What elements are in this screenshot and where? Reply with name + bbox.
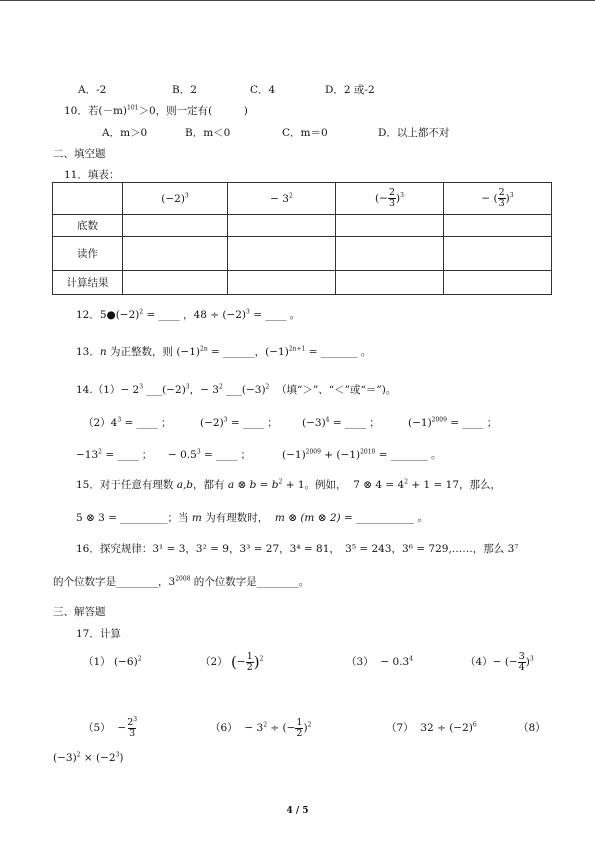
- q15-line-2: 5 ⊗ 3 = _________；当 m 为有理数时， m ⊗ (m ⊗ 2) = ___________ 。: [76, 512, 428, 524]
- q11-label: 11．填表：: [64, 169, 120, 181]
- q17-item-5: （5） − $\frac{2^3}{3}$: [83, 715, 138, 739]
- q9-option-a: A．-2: [78, 84, 107, 96]
- q17-item-3: $(3) - 0.3^4$: [346, 655, 414, 668]
- q17-item-4: （4）− (− $\frac{3}{4}$ )$^3$: [465, 650, 534, 673]
- row-label-result: 计算结果: [53, 271, 123, 295]
- q10-option-c: C．m＝0: [282, 127, 328, 139]
- q15-line-1: 15．对于任意有理数 a,b，都有 a ⊗ $b = b^2 + 1$。例如， 7 ⊗ $4 = 4^2 + 1 = 17$，那么，: [76, 478, 502, 491]
- q14-line-3-c: $(-1)^{2009} + (-1)^{2010}$ = _______ 。: [282, 448, 442, 461]
- q14-line-2-d: $(-1)^{2009}$ = ____ ；: [408, 416, 498, 429]
- table-corner-cell: [53, 183, 123, 215]
- answer-cell[interactable]: [228, 237, 336, 271]
- header-cell-neg3-squared: − $3^2$: [228, 183, 336, 215]
- header-cell-minus-two-thirds-cubed: − ( $\frac{2}{3}$ )$^3$: [444, 183, 552, 215]
- table-header-row: [53, 183, 552, 215]
- answer-cell[interactable]: [336, 237, 444, 271]
- row-label-read-as: 读作: [53, 237, 123, 271]
- answer-cell[interactable]: [123, 215, 228, 237]
- q17-item-6: $(6) - 3^2$ ÷ (− $\frac{1}{2}$ )$^2$: [210, 716, 312, 739]
- q10-option-b: B．m＜0: [185, 127, 231, 139]
- answer-cell[interactable]: [444, 215, 552, 237]
- q12-line: 12．$5●(-2)^2$ = ____ ，$48 \div (-2)^3$ = ____ 。: [76, 308, 301, 321]
- q9-option-c: C．4: [250, 84, 276, 96]
- table-row: [53, 271, 552, 295]
- q16-line-1: 16．探究规律：3¹ = 3，3² = 9，3³ = 27，3⁴ = 81， 3⁵ = 243，3⁶ = 729,……，那么 3⁷: [76, 543, 519, 555]
- answer-cell[interactable]: [228, 271, 336, 295]
- q14-line-3-a: $-13^2$ = ____ ；: [76, 448, 153, 461]
- q10-option-a: A．m＞0: [102, 127, 148, 139]
- q17-item-1: （1） $(-6)^2$: [83, 655, 142, 668]
- q11-fill-table: [52, 182, 552, 295]
- page-number: 4 / 5: [286, 806, 309, 816]
- answer-cell[interactable]: [123, 237, 228, 271]
- q17-item-8-number: （8）: [518, 722, 546, 734]
- section-3-heading: 三、解答题: [53, 606, 106, 618]
- q9-option-d: D．2 或-2: [325, 84, 375, 96]
- q13-line: 13．n 为正整数，则 $(-1)^{2n}$ = ______，$(-1)^{2n+1}$ = _______ 。: [76, 345, 372, 358]
- q14-line-3-b: − $0.5^3$ = ____ ；: [168, 448, 251, 461]
- q16-line-2: 的个位数字是________，$3^{2008}$ 的个位数字是________。: [53, 575, 310, 588]
- table-row: [53, 237, 552, 271]
- page-top-border: [0, 0, 595, 1]
- q17-label: 17．计算: [76, 628, 121, 640]
- q14-line-2-c: $(-3)^4$ = ____ ；: [302, 416, 380, 429]
- answer-cell[interactable]: [228, 215, 336, 237]
- q14-line-2-b: $(-2)^3$ = ____ ；: [200, 416, 278, 429]
- answer-cell[interactable]: [444, 271, 552, 295]
- answer-cell[interactable]: [444, 237, 552, 271]
- q14-line-1: $14.(1)- 2^3$ $\_\_\_(-2)^3$，− $3^2$ $\_\_\_(-3)^2$ （填“＞”、“＜”或“＝”)。: [76, 383, 397, 396]
- q10-stem: 10．若$(-m)^{101}>0$，则一定有( ): [64, 104, 248, 117]
- section-2-heading: 二、填空题: [53, 148, 106, 160]
- q17-item-7: （7） $32 \div (-2)^6$: [386, 721, 477, 734]
- answer-cell[interactable]: [336, 271, 444, 295]
- header-cell-neg2-cubed: $(-2)^3$: [123, 183, 228, 215]
- q10-option-d: D．以上都不对: [378, 127, 450, 139]
- q17-item-2: （2） (− $\frac{1}{2}$ )$^2$: [200, 650, 264, 673]
- answer-cell[interactable]: [336, 215, 444, 237]
- q9-option-b: B．2: [172, 84, 197, 96]
- row-label-base: 底数: [53, 215, 123, 237]
- header-cell-neg-two-thirds-cubed: (− $\frac{2}{3}$ )$^3$: [336, 183, 444, 215]
- q17-item-8-expression: $(-3)^2 \times (-2^3)$: [53, 751, 124, 764]
- answer-cell[interactable]: [123, 271, 228, 295]
- q14-line-2-a: $(2)4^3$ = ____ ；: [83, 416, 172, 429]
- table-row: [53, 215, 552, 237]
